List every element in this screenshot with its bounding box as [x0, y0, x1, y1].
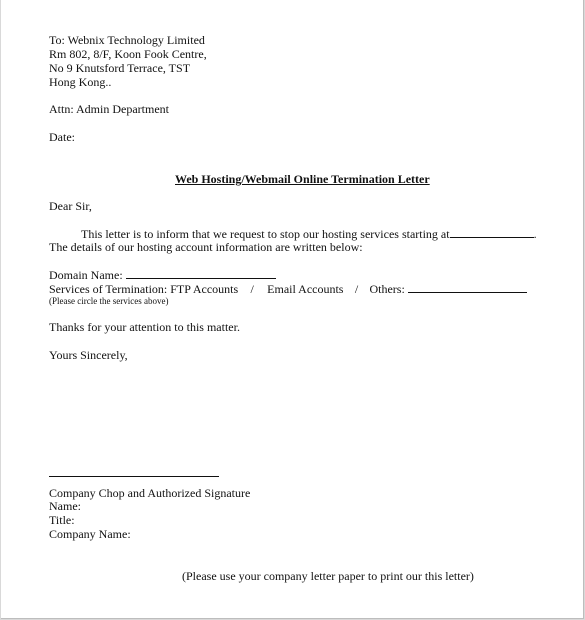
signature-title: Title: — [49, 513, 75, 527]
services-note: (Please circle the services above) — [49, 296, 169, 306]
start-date-blank[interactable] — [450, 226, 534, 238]
footer-note: (Please use your company letter paper to print our this letter) — [182, 569, 474, 583]
attention-line: Attn: Admin Department — [49, 102, 169, 116]
services-label: Services of Termination: — [49, 282, 168, 296]
others-blank[interactable] — [408, 281, 527, 293]
body-paragraph-1-text: This letter is to inform that we request to stop our hosting services starting at — [81, 227, 450, 241]
body-paragraph-1-end: . — [533, 227, 537, 241]
closing-line: Yours Sincerely, — [49, 348, 128, 362]
services-separator-1: / — [250, 282, 254, 296]
signature-name: Name: — [49, 499, 81, 513]
signature-label: Company Chop and Authorized Signature — [49, 486, 251, 500]
domain-name-blank[interactable] — [126, 267, 276, 279]
services-separator-2: / — [354, 282, 359, 296]
signature-company: Company Name: — [49, 527, 131, 541]
address-to: To: Webnix Technology Limited — [49, 33, 205, 47]
address-line-4: Hong Kong.. — [49, 75, 112, 89]
signature-line[interactable] — [49, 476, 219, 477]
domain-name-row — [49, 267, 276, 282]
thanks-line: Thanks for your attention to this matter. — [49, 320, 240, 334]
letter-title: Web Hosting/Webmail Online Termination Letter — [175, 172, 430, 186]
service-others-label: Others: — [369, 282, 405, 296]
body-paragraph-2: The details of our hosting account information are written below: — [49, 240, 363, 254]
domain-name-label: Domain Name: — [49, 268, 123, 282]
address-line-3: No 9 Knutsford Terrace, TST — [49, 61, 191, 75]
services-row — [49, 281, 527, 296]
body-paragraph-1 — [81, 226, 537, 241]
address-line-2: Rm 802, 8/F, Koon Fook Centre, — [49, 47, 207, 61]
date-label: Date: — [49, 130, 75, 144]
service-ftp-accounts[interactable]: FTP Accounts — [170, 282, 239, 296]
service-email-accounts[interactable]: Email Accounts — [267, 282, 344, 296]
salutation: Dear Sir, — [49, 199, 92, 213]
letter-page — [1, 0, 584, 619]
